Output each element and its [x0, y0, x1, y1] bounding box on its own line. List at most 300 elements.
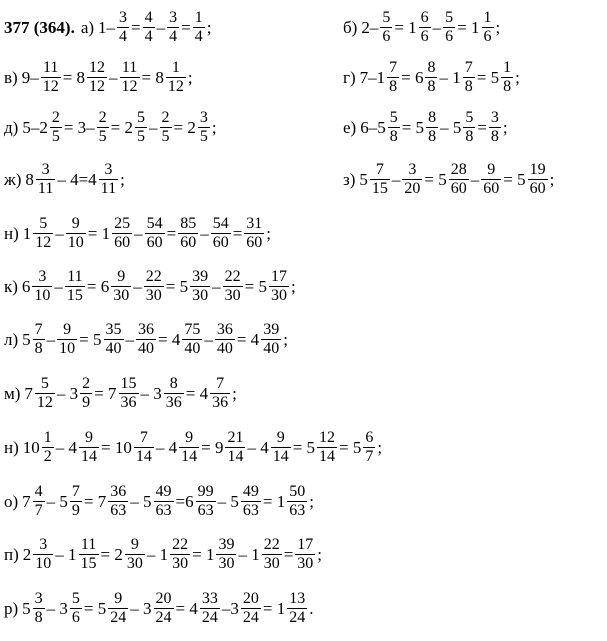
expression-text: – 1	[439, 68, 461, 87]
expression-text: 8	[25, 170, 34, 189]
fraction	[33, 216, 53, 251]
item-label: а)	[80, 18, 95, 37]
numerator: 11	[121, 59, 138, 76]
denominator: 8	[389, 78, 398, 95]
numerator: 9	[487, 161, 496, 178]
denominator: 24	[110, 609, 127, 626]
numerator: 9	[63, 321, 72, 338]
expression-text: –	[133, 277, 142, 296]
denominator: 30	[218, 555, 235, 572]
denominator: 6	[445, 28, 454, 45]
item-label: в)	[4, 68, 18, 87]
denominator: 14	[135, 448, 152, 465]
expression-text: – 1	[55, 545, 77, 564]
denominator: 60	[212, 234, 229, 251]
denominator: 14	[181, 448, 198, 465]
expression-text: = 2	[100, 545, 123, 564]
equation-line	[4, 60, 194, 95]
fraction	[167, 10, 179, 45]
numerator: 11	[67, 268, 83, 285]
fraction	[70, 591, 82, 626]
denominator: 8	[490, 128, 499, 145]
denominator: 24	[242, 609, 259, 626]
expression-text: = 5	[503, 170, 526, 189]
numerator: 8	[427, 59, 436, 76]
numerator: 2	[98, 109, 107, 126]
numerator: 39	[263, 321, 280, 338]
denominator: 5	[98, 128, 107, 145]
denominator: 11	[37, 180, 54, 197]
numerator: 7	[71, 483, 80, 500]
expression-text: = 5	[424, 170, 447, 189]
denominator: 40	[263, 340, 280, 357]
fraction	[425, 60, 437, 95]
fraction	[419, 10, 431, 45]
numerator: 6	[365, 429, 374, 446]
numerator: 22	[263, 536, 280, 553]
denominator: 12	[36, 394, 53, 411]
expression-text: = 2	[110, 118, 133, 137]
numerator: 11	[80, 536, 97, 553]
fraction	[50, 110, 62, 145]
fraction	[65, 269, 85, 304]
expression-text: – 3	[56, 384, 79, 403]
denominator: 36	[165, 394, 182, 411]
fraction	[489, 110, 501, 145]
numerator: 3	[38, 268, 47, 285]
expression-text: 1–	[98, 18, 116, 37]
fraction	[211, 216, 231, 251]
fraction	[143, 10, 155, 45]
numerator: 7	[389, 59, 398, 76]
fraction	[111, 269, 131, 304]
fraction	[182, 322, 202, 357]
expression-text: –3	[221, 599, 239, 618]
expression-text: = 4	[158, 330, 181, 349]
numerator: 33	[201, 590, 218, 607]
fraction	[119, 376, 139, 411]
fraction	[164, 376, 184, 411]
equation-line	[4, 376, 238, 411]
fraction	[463, 110, 475, 145]
fraction	[215, 322, 235, 357]
fraction	[363, 430, 375, 465]
numerator: 4	[34, 483, 43, 500]
fraction	[104, 322, 124, 357]
fraction	[210, 376, 230, 411]
numerator: 85	[180, 215, 197, 232]
numerator: 3	[39, 536, 48, 553]
denominator: 30	[113, 287, 130, 304]
denominator: 15	[80, 555, 97, 572]
numerator: 22	[172, 536, 189, 553]
denominator: 12	[42, 78, 59, 95]
fraction	[449, 162, 469, 197]
denominator: 8	[503, 78, 512, 95]
expression-text: = 7	[94, 384, 117, 403]
denominator: 8	[389, 128, 398, 145]
expression-text: = 9	[201, 438, 224, 457]
denominator: 30	[172, 555, 189, 572]
expression-text: –	[204, 330, 213, 349]
fraction	[387, 60, 399, 95]
expression-text: ;	[549, 170, 555, 189]
denominator: 24	[201, 609, 218, 626]
expression-text: =	[131, 18, 141, 37]
numerator: 22	[224, 268, 241, 285]
expression-text: – 5	[130, 492, 152, 511]
denominator: 12	[89, 78, 106, 95]
expression-text: ;	[317, 545, 323, 564]
fraction	[41, 60, 61, 95]
fraction	[80, 376, 92, 411]
expression-text: – 5	[440, 118, 462, 137]
fraction	[32, 269, 52, 304]
expression-text: ;	[232, 384, 237, 403]
fraction	[481, 162, 501, 197]
denominator: 40	[138, 340, 154, 357]
numerator: 9	[276, 429, 285, 446]
expression-text: = 1	[192, 545, 215, 564]
fraction	[244, 216, 264, 251]
expression-text: ;	[377, 438, 383, 457]
expression-text: = 10	[101, 438, 132, 457]
denominator: 30	[224, 287, 241, 304]
expression-text: ;	[290, 277, 296, 296]
denominator: 12	[167, 78, 184, 95]
numerator: 5	[382, 9, 391, 26]
expression-text: –	[470, 170, 480, 189]
expression-text: – 4	[247, 438, 269, 457]
fraction	[380, 10, 392, 45]
expression-text: = 4	[185, 384, 209, 403]
numerator: 4	[144, 9, 153, 26]
denominator: 8	[427, 78, 436, 95]
fraction	[463, 60, 475, 95]
numerator: 39	[218, 536, 235, 553]
item-label: о)	[4, 492, 19, 511]
numerator: 35	[105, 321, 122, 338]
fraction	[160, 110, 172, 145]
item-label: н)	[4, 224, 19, 243]
item-label: г)	[343, 68, 356, 87]
equation-line	[4, 484, 315, 519]
expression-text: = 3–	[63, 118, 95, 137]
numerator: 9	[130, 536, 139, 553]
expression-text: – 4=4	[57, 170, 97, 189]
numerator: 3	[169, 9, 178, 26]
numerator: 3	[41, 161, 50, 178]
numerator: 31	[246, 215, 263, 232]
denominator: 8	[428, 128, 437, 145]
fraction	[57, 322, 77, 357]
expression-text: – 3	[140, 384, 162, 403]
fraction	[42, 430, 54, 465]
numerator: 3	[408, 161, 417, 178]
expression-text: 2	[22, 545, 32, 564]
fraction	[66, 216, 86, 251]
equation-line	[4, 162, 126, 197]
denominator: 6	[483, 28, 492, 45]
numerator: 1	[171, 59, 180, 76]
expression-text: = 5	[476, 68, 500, 87]
expression-text: 5–2	[22, 118, 48, 137]
expression-text: =6	[175, 492, 194, 511]
fraction	[317, 430, 337, 465]
denominator: 14	[272, 448, 289, 465]
expression-text: –	[54, 277, 63, 296]
fraction	[198, 110, 210, 145]
expression-text: 2–	[361, 18, 379, 37]
fraction	[179, 430, 199, 465]
expression-text: = 4	[175, 599, 198, 618]
item-label: з)	[343, 170, 356, 189]
fraction	[443, 10, 455, 45]
fraction	[117, 10, 129, 45]
fraction	[287, 484, 307, 519]
expression-text: –	[46, 330, 56, 349]
denominator: 14	[319, 448, 336, 465]
expression-text: ;	[502, 118, 508, 137]
fraction	[193, 10, 205, 45]
fraction	[154, 591, 174, 626]
expression-text: = 5	[83, 599, 107, 618]
fraction	[287, 591, 307, 626]
expression-text: – 1	[238, 545, 260, 564]
fraction	[170, 537, 190, 572]
denominator: 8	[34, 609, 43, 626]
denominator: 60	[146, 234, 163, 251]
numerator: 5	[39, 215, 48, 232]
expression-text: = 5	[165, 277, 189, 296]
denominator: 30	[263, 555, 280, 572]
expression-text: =	[283, 545, 294, 564]
numerator: 13	[289, 590, 306, 607]
expression-text: = 5	[79, 330, 102, 349]
fraction	[33, 591, 45, 626]
numerator: 9	[114, 590, 123, 607]
fraction	[120, 60, 140, 95]
numerator: 9	[85, 429, 94, 446]
expression-text: = 8	[141, 68, 164, 87]
numerator: 39	[192, 268, 209, 285]
fraction	[241, 591, 261, 626]
fraction	[225, 430, 245, 465]
numerator: 20	[155, 590, 172, 607]
expression-text: 9–	[21, 68, 39, 87]
numerator: 2	[82, 375, 91, 392]
expression-text: =	[166, 224, 177, 243]
fraction	[136, 322, 156, 357]
numerator: 8	[428, 109, 437, 126]
fraction	[135, 110, 147, 145]
item-label: к)	[4, 277, 18, 296]
fraction	[482, 10, 494, 45]
fraction	[112, 216, 132, 251]
numerator: 1	[503, 59, 512, 76]
denominator: 10	[35, 555, 52, 572]
expression-text: 6–5	[360, 118, 386, 137]
denominator: 63	[289, 502, 306, 519]
fraction	[33, 537, 53, 572]
numerator: 7	[139, 429, 148, 446]
equation-line	[4, 216, 272, 251]
denominator: 30	[297, 555, 314, 572]
denominator: 8	[464, 78, 473, 95]
item-label: м)	[4, 384, 21, 403]
numerator: 49	[155, 483, 172, 500]
expression-text: 7	[24, 384, 33, 403]
numerator: 7	[375, 161, 384, 178]
denominator: 20	[404, 180, 421, 197]
denominator: 14	[81, 448, 98, 465]
numerator: 3	[119, 9, 128, 26]
denominator: 40	[184, 340, 201, 357]
denominator: 9	[71, 502, 80, 519]
fraction	[501, 60, 513, 95]
numerator: 50	[289, 483, 306, 500]
numerator: 20	[242, 590, 259, 607]
numerator: 7	[34, 321, 43, 338]
expression-text: –	[432, 18, 442, 37]
expression-text: ;	[309, 492, 314, 511]
denominator: 11	[100, 180, 117, 197]
expression-text: ;	[187, 68, 193, 87]
expression-text: = 1	[394, 18, 417, 37]
numerator: 7	[216, 375, 225, 392]
item-label: р)	[4, 599, 19, 618]
expression-text: ;	[211, 118, 217, 137]
denominator: 63	[110, 502, 127, 519]
fraction	[166, 60, 186, 95]
fraction	[99, 162, 118, 197]
numerator: 1	[43, 429, 52, 446]
numerator: 8	[169, 375, 178, 392]
expression-text: –	[156, 18, 166, 37]
expression-text: = 2	[173, 118, 196, 137]
numerator: 3	[104, 161, 113, 178]
fraction	[388, 110, 400, 145]
item-label: н)	[4, 438, 19, 457]
denominator: 7	[34, 502, 43, 519]
numerator: 3	[490, 109, 499, 126]
denominator: 63	[242, 502, 259, 519]
item-label: б)	[343, 18, 358, 37]
numerator: 22	[145, 268, 162, 285]
denominator: 63	[155, 502, 172, 519]
denominator: 5	[199, 128, 208, 145]
equation-line	[343, 60, 521, 95]
fraction	[262, 537, 282, 572]
expression-text: = 7	[83, 492, 107, 511]
fraction	[145, 216, 165, 251]
denominator: 60	[483, 180, 500, 197]
numerator: 5	[71, 590, 80, 607]
expression-text: –	[55, 224, 64, 243]
expression-text: .	[309, 599, 314, 618]
denominator: 63	[197, 502, 214, 519]
expression-text: 10	[22, 438, 40, 457]
fraction	[271, 430, 291, 465]
equation-line	[343, 162, 555, 197]
fraction	[241, 484, 261, 519]
fraction	[426, 110, 438, 145]
expression-text: =	[477, 118, 487, 137]
expression-text: – 5	[217, 492, 239, 511]
numerator: 11	[43, 59, 59, 76]
numerator: 2	[161, 109, 170, 126]
denominator: 30	[270, 287, 287, 304]
numerator: 1	[483, 9, 492, 26]
denominator: 30	[126, 555, 143, 572]
fraction	[154, 484, 174, 519]
expression-text: = 1	[457, 18, 480, 37]
numerator: 5	[389, 109, 398, 126]
numerator: 25	[114, 215, 131, 232]
expression-text: = 6	[86, 277, 110, 296]
expression-text: 1	[22, 224, 32, 243]
denominator: 60	[114, 234, 131, 251]
expression-text: –	[149, 118, 158, 137]
expression-text: = 4	[236, 330, 260, 349]
expression-text: =	[232, 224, 243, 243]
numerator: 49	[242, 483, 259, 500]
expression-text: –	[200, 224, 209, 243]
fraction	[178, 216, 198, 251]
expression-text: –	[391, 170, 401, 189]
expression-text: = 8	[62, 68, 86, 87]
expression-text: = 5	[244, 277, 267, 296]
fraction	[35, 376, 55, 411]
expression-text: – 1	[146, 545, 169, 564]
expression-text: 7	[22, 492, 31, 511]
denominator: 5	[137, 128, 145, 145]
expression-text: = 1	[262, 492, 286, 511]
numerator: 28	[450, 161, 467, 178]
equation-line	[4, 10, 212, 45]
expression-text: ;	[266, 224, 272, 243]
expression-text: 5	[359, 170, 368, 189]
expression-text: = 6	[401, 68, 424, 87]
numerator: 54	[146, 215, 163, 232]
numerator: 21	[227, 429, 244, 446]
denominator: 4	[169, 28, 178, 45]
numerator: 6	[420, 9, 429, 26]
fraction	[125, 537, 145, 572]
denominator: 30	[145, 287, 162, 304]
expression-text: –	[109, 68, 118, 87]
denominator: 15	[371, 180, 388, 197]
denominator: 6	[71, 609, 80, 626]
denominator: 15	[66, 287, 83, 304]
numerator: 99	[197, 483, 214, 500]
numerator: 1	[194, 9, 203, 26]
numerator: 19	[529, 161, 546, 178]
fraction	[223, 269, 243, 304]
numerator: 7	[464, 59, 473, 76]
numerator: 17	[297, 536, 314, 553]
numerator: 17	[270, 268, 287, 285]
numerator: 2	[51, 109, 60, 126]
expression-text: – 4	[155, 438, 178, 457]
denominator: 60	[180, 234, 197, 251]
expression-text: = 5	[401, 118, 425, 137]
numerator: 5	[137, 109, 145, 126]
denominator: 40	[105, 340, 122, 357]
item-label: ж)	[4, 170, 22, 189]
denominator: 60	[529, 180, 546, 197]
denominator: 30	[192, 287, 209, 304]
